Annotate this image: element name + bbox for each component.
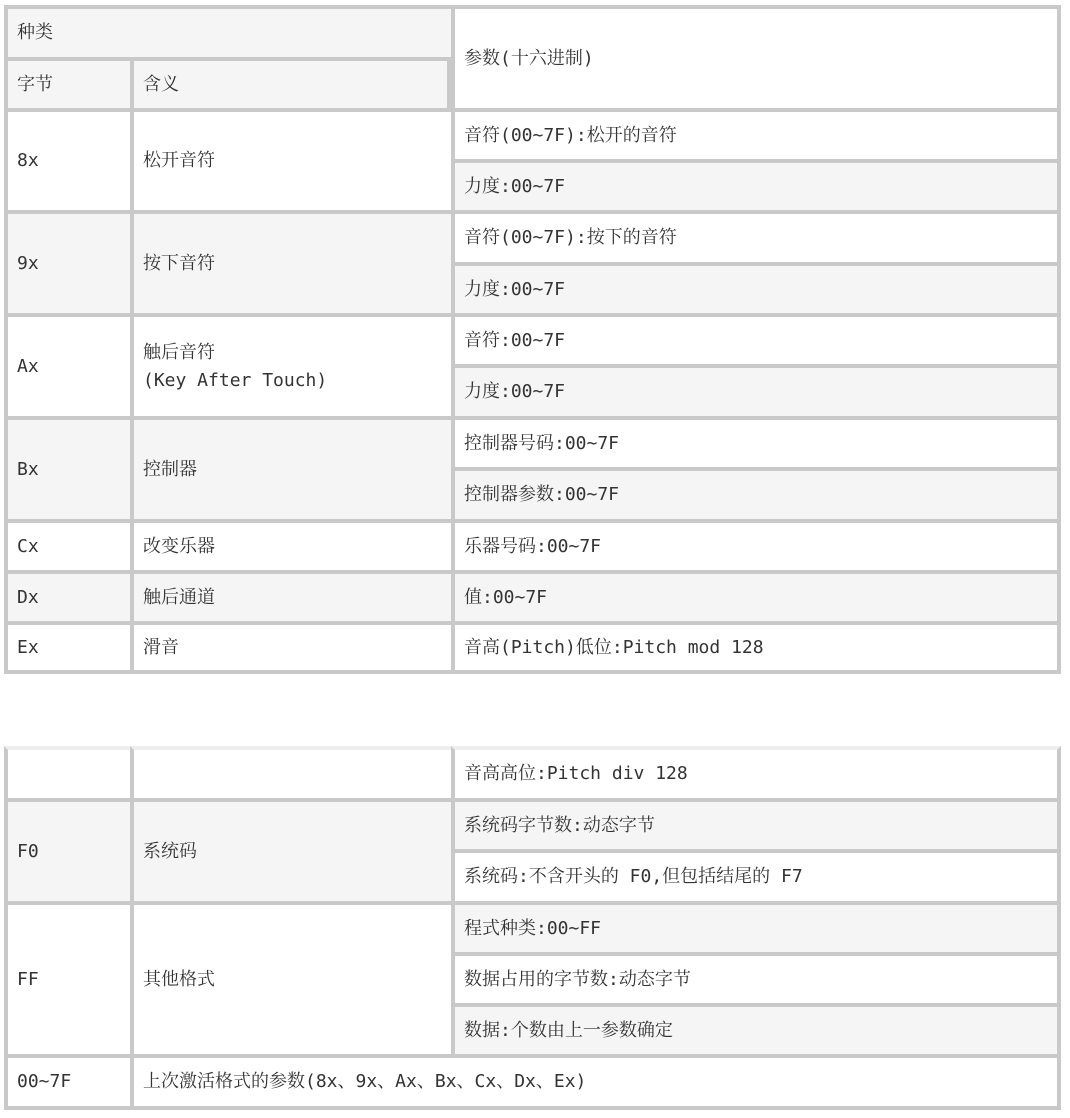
header-category: 种类 [4, 5, 451, 57]
param-cell: 数据:个数由上一参数确定 [451, 1003, 1061, 1054]
param-cell: 音符(00~7F):松开的音符 [451, 108, 1061, 159]
byte-cell: F0 [4, 798, 130, 901]
param-cell: 力度:00~7F [451, 159, 1061, 210]
byte-cell: 00~7F [4, 1054, 130, 1110]
byte-cell: Dx [4, 570, 130, 621]
header-meaning: 含义 [130, 57, 451, 108]
table-row [4, 108, 1061, 159]
table-row [4, 570, 1061, 621]
param-cell: 值:00~7F [451, 570, 1061, 621]
table-row [4, 519, 1061, 570]
table-row [4, 1054, 1061, 1110]
byte-cell: Bx [4, 416, 130, 519]
table-row [4, 901, 1061, 952]
param-cell: 系统码字节数:动态字节 [451, 798, 1061, 849]
table-row [4, 416, 1061, 467]
param-cell: 系统码:不含开头的 F0,但包括结尾的 F7 [451, 849, 1061, 901]
param-cell: 控制器号码:00~7F [451, 416, 1061, 467]
table-row [4, 798, 1061, 849]
meaning-cell: 控制器 [130, 416, 451, 519]
header-byte: 字节 [4, 57, 130, 108]
header-row-category [4, 5, 1061, 57]
meaning-cell: 触后音符 (Key After Touch) [130, 313, 451, 416]
midi-event-table-continued [4, 746, 1061, 1110]
midi-event-table [4, 5, 1061, 674]
meaning-cell: 触后通道 [130, 570, 451, 621]
byte-cell: 8x [4, 108, 130, 210]
meaning-cell [130, 746, 451, 798]
meaning-cell: 松开音符 [130, 108, 451, 210]
param-cell: 音高高位:Pitch div 128 [451, 746, 1061, 798]
meaning-cell: 滑音 [130, 621, 451, 674]
header-params: 参数(十六进制) [451, 5, 1061, 108]
param-cell: 力度:00~7F [451, 364, 1061, 416]
meaning-cell: 系统码 [130, 798, 451, 901]
table-row [4, 746, 1061, 798]
meaning-cell: 其他格式 [130, 901, 451, 1054]
byte-cell: Ex [4, 621, 130, 674]
param-cell: 控制器参数:00~7F [451, 467, 1061, 519]
table-row [4, 210, 1061, 262]
param-cell: 音符:00~7F [451, 313, 1061, 364]
meaning-cell: 按下音符 [130, 210, 451, 313]
table-row [4, 621, 1061, 674]
meaning-cell: 上次激活格式的参数(8x、9x、Ax、Bx、Cx、Dx、Ex) [130, 1054, 1061, 1110]
table-row [4, 313, 1061, 364]
param-cell: 乐器号码:00~7F [451, 519, 1061, 570]
param-cell: 程式种类:00~FF [451, 901, 1061, 952]
param-cell: 力度:00~7F [451, 262, 1061, 313]
byte-cell: Cx [4, 519, 130, 570]
param-cell: 音高(Pitch)低位:Pitch mod 128 [451, 621, 1061, 674]
byte-cell: Ax [4, 313, 130, 416]
param-cell: 音符(00~7F):按下的音符 [451, 210, 1061, 262]
byte-cell: 9x [4, 210, 130, 313]
meaning-cell: 改变乐器 [130, 519, 451, 570]
param-cell: 数据占用的字节数:动态字节 [451, 952, 1061, 1003]
byte-cell [4, 746, 130, 798]
byte-cell: FF [4, 901, 130, 1054]
